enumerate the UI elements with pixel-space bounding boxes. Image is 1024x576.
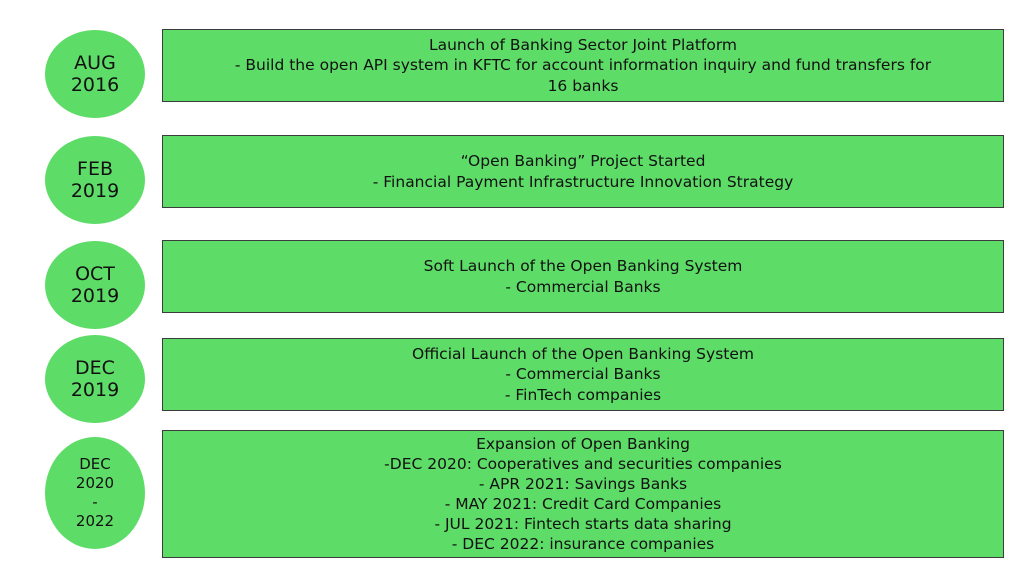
milestone-date-circle — [45, 136, 145, 224]
milestone-date-month: DEC — [75, 357, 115, 379]
milestone-date-separator: - — [92, 493, 98, 511]
milestone-date-year: 2022 — [75, 512, 115, 530]
milestone-date-year: 2016 — [70, 74, 120, 96]
milestone-title: “Open Banking” Project Started — [460, 152, 706, 170]
milestone-date-circle — [45, 335, 145, 423]
milestone-date-year: 2019 — [70, 379, 120, 401]
milestone-title: Soft Launch of the Open Banking System — [423, 257, 743, 275]
milestone-description-box — [162, 430, 1004, 558]
milestone-date-month: AUG — [74, 52, 116, 74]
milestone-detail: - Financial Payment Infrastructure Innovation Strategy — [372, 172, 794, 191]
milestone-detail: - Commercial Banks — [505, 277, 661, 296]
milestone-date-year: 2019 — [70, 285, 120, 307]
milestone-detail: - MAY 2021: Credit Card Companies — [444, 495, 722, 513]
milestone-description-box — [162, 135, 1004, 208]
milestone-description-box — [162, 29, 1004, 102]
milestone-title: Expansion of Open Banking — [476, 435, 690, 453]
milestone-date-circle — [45, 241, 145, 329]
milestone-description-box — [162, 240, 1004, 313]
milestone-title: Launch of Banking Sector Joint Platform — [428, 35, 738, 54]
milestone-detail: - APR 2021: Savings Banks — [478, 475, 688, 493]
milestone-description-box — [162, 338, 1004, 411]
milestone-detail: - JUL 2021: Fintech starts data sharing — [434, 515, 732, 533]
milestone-date-year: 2020 — [75, 474, 115, 492]
milestone-date-month: DEC — [79, 455, 111, 473]
milestone-title: Official Launch of the Open Banking System — [412, 344, 754, 363]
milestone-date-year: 2019 — [70, 180, 120, 202]
milestone-detail: - DEC 2022: insurance companies — [451, 535, 715, 553]
milestone-date-circle — [45, 30, 145, 118]
milestone-detail: -DEC 2020: Cooperatives and securities companies — [384, 455, 782, 473]
milestone-detail: - FinTech companies — [504, 385, 662, 404]
milestone-detail: - Commercial Banks — [505, 365, 661, 384]
milestone-detail: - Build the open API system in KFTC for account information inquiry and fund transfers for — [234, 56, 932, 75]
milestone-date-month: OCT — [75, 263, 115, 285]
milestone-date-month: FEB — [77, 158, 113, 180]
milestone-detail: 16 banks — [547, 76, 619, 95]
milestone-date-circle — [45, 437, 145, 549]
